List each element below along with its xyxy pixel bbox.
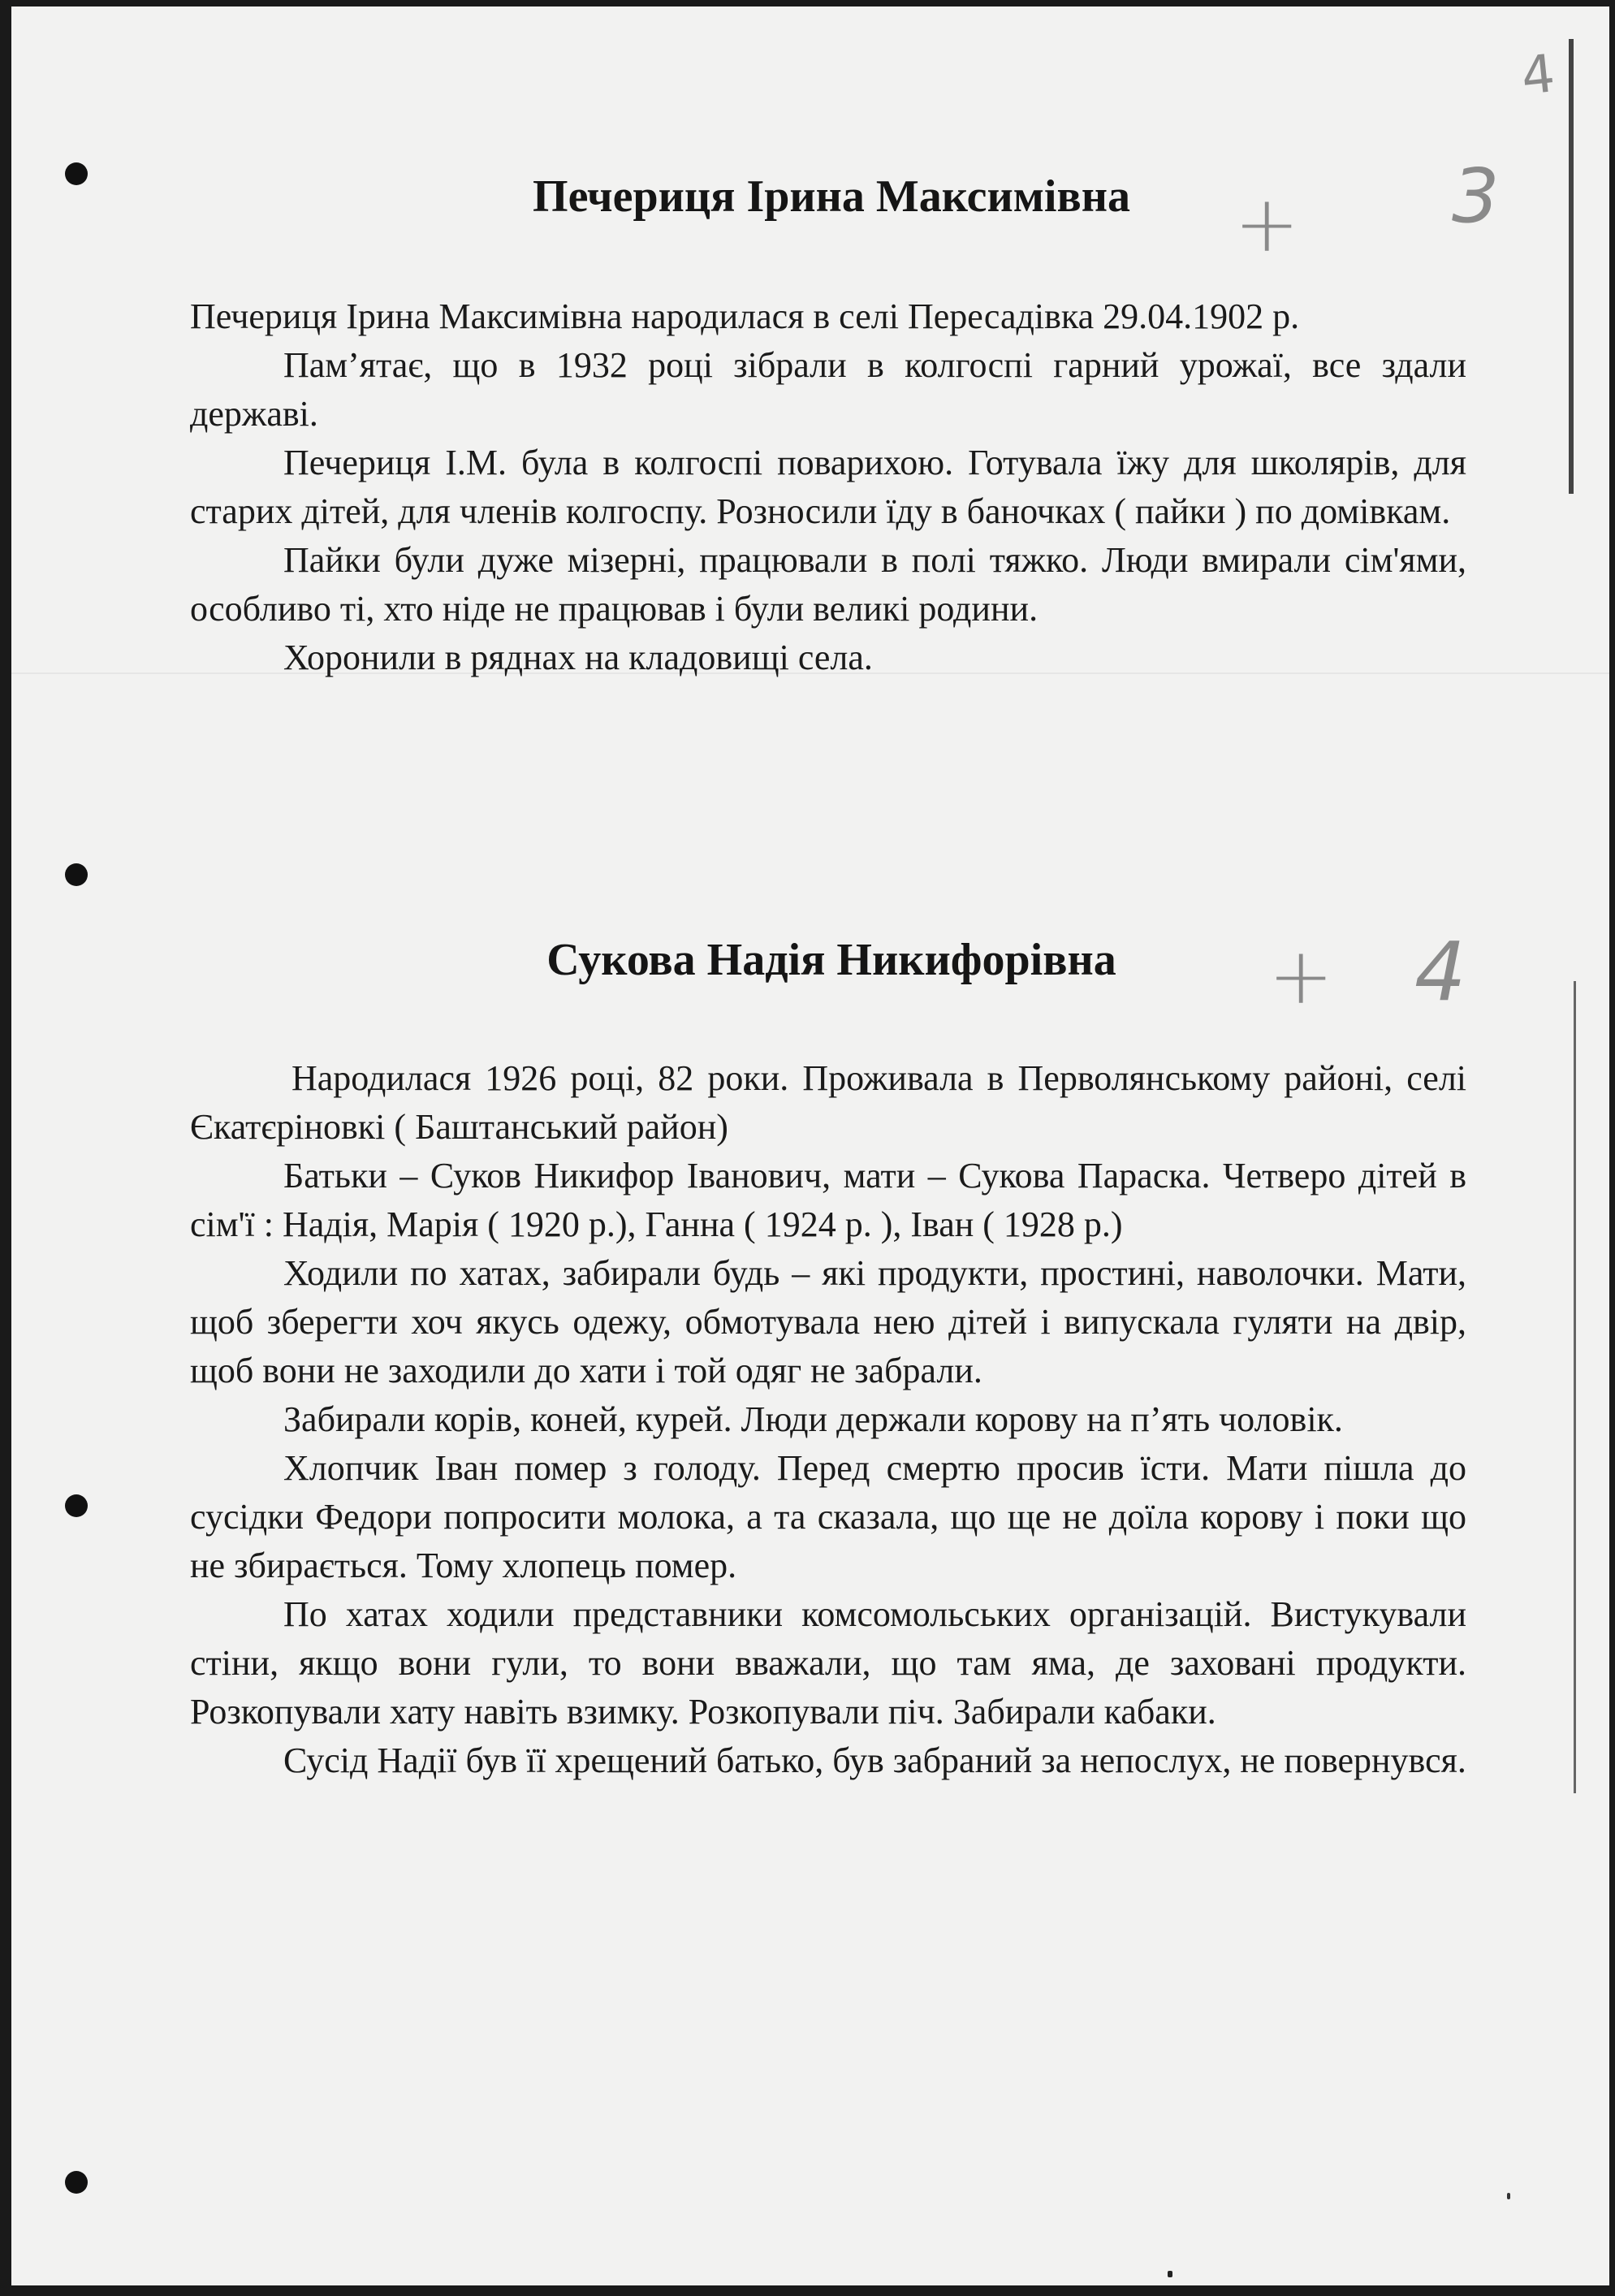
paragraph: Пайки були дуже мізерні, працювали в полі тяжко. Люди вмирали сім'ями, особливо ті, хто ніде не працював і були великі родини. (190, 540, 1466, 629)
scan-edge-line (1569, 39, 1574, 494)
section-1-heading: Печериця Ірина Максимівна (533, 171, 1130, 222)
punch-hole (65, 1494, 88, 1517)
punch-hole (65, 863, 88, 886)
paragraph: Печериця Ірина Максимівна народилася в селі Пересадівка 29.04.1902 р. (190, 296, 1300, 336)
scan-edge-line (1574, 981, 1576, 1793)
paragraph: По хатах ходили представники комсомольських організацій. Вистукували стіни, якщо вони гули, то вони вважали, що там яма, де заховані продукти. Розкопували хату навіть взимку. Розкопували піч. Забирали кабаки. (190, 1594, 1466, 1732)
paragraph: Сусід Надії був її хрещений батько, був забраний за непослух, не повернувся. (283, 1740, 1466, 1780)
section-2-heading: Сукова Надія Никифорівна (546, 935, 1116, 985)
punch-hole (65, 2171, 88, 2194)
paragraph: Забирали корів, коней, курей. Люди держали корову на п’ять чоловік. (283, 1399, 1343, 1439)
handwritten-page-number: 4 (1518, 44, 1558, 107)
paragraph: Печериця І.М. була в колгоспі поварихою. Готувала їжу для школярів, для старих дітей, для членів колгоспу. Розносили їду в баночках ( пайки ) по домівкам. (190, 443, 1466, 531)
section-1-number-mark: 3 (1452, 153, 1500, 240)
punch-hole (65, 162, 88, 185)
section-2-body (190, 1054, 1466, 1785)
paragraph: Хоронили в ряднах на кладовищі села. (283, 638, 873, 677)
section-1-body (190, 292, 1466, 682)
paragraph: Ходили по хатах, забирали будь – які продукти, простині, наволочки. Мати, щоб зберегти хоч якусь одежу, обмотувала нею дітей і випускала гуляти на двір, щоб вони не заходили до хати і той одяг не забрали. (190, 1253, 1466, 1390)
section-1-plus-mark: + (1234, 179, 1300, 270)
paragraph: Пам’ятає, що в 1932 році зібрали в колгоспі гарний урожаї, все здали державі. (190, 345, 1466, 434)
paragraph: Народилася 1926 році, 82 роки. Проживала в Перволянському районі, селі Єкатєріновкі ( Баштанський район) (190, 1058, 1466, 1147)
speck (1507, 2193, 1510, 2199)
paragraph: Батьки – Суков Никифор Іванович, мати – Сукова Параска. Четверо дітей в сім'ї : Надія, Марія ( 1920 р.), Ганна ( 1924 р. ), Іван ( 1928 р.) (190, 1156, 1466, 1244)
paragraph: Хлопчик Іван помер з голоду. Перед смертю просив їсти. Мати пішла до сусідки Федори попросити молока, а та сказала, що ще не доїла корову і поки що не збирається. Тому хлопець помер. (190, 1448, 1466, 1585)
document-page (11, 6, 1609, 2285)
section-2-number-mark: 4 (1414, 924, 1466, 1019)
section-2-plus-mark: + (1268, 931, 1334, 1022)
speck (1168, 2271, 1172, 2277)
